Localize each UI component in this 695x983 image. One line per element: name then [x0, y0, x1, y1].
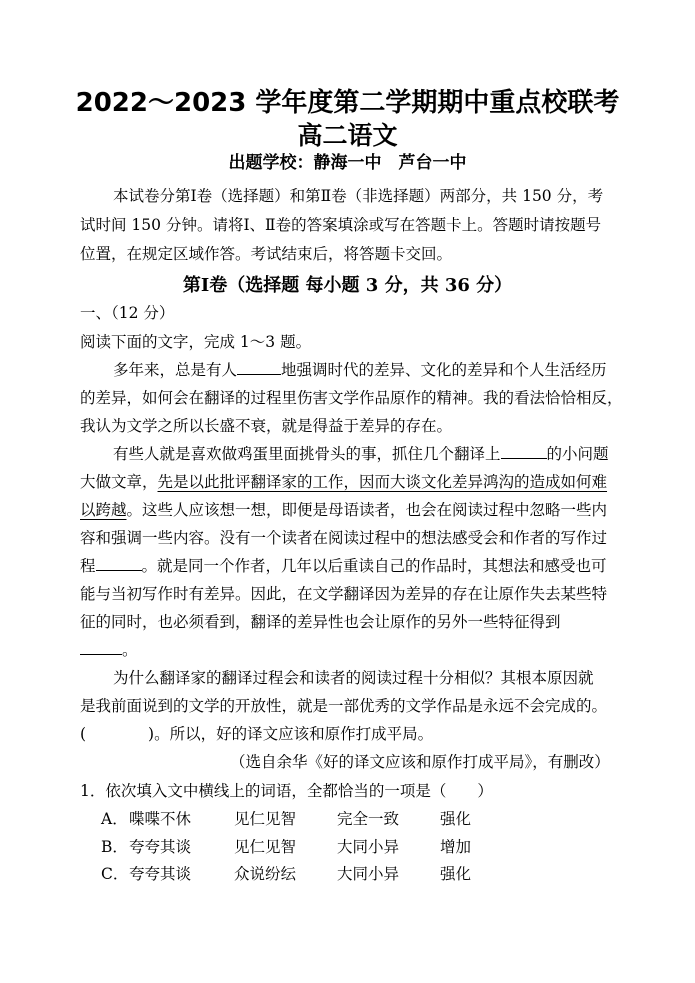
intro-line-2: 试时间 150 分钟。请将Ⅰ、Ⅱ卷的答案填涂或写在答题卡上。答题时请按题号 — [80, 216, 602, 234]
section-title: 第Ⅰ卷（选择题 每小题 3 分，共 36 分） — [182, 275, 513, 296]
option-letter: A． — [101, 810, 128, 828]
part-instruction: 阅读下面的文字，完成 1～3 题。 — [80, 333, 312, 351]
exam-title: 2022～2023 学年度第二学期期中重点校联考 — [75, 88, 620, 118]
passage-line: 征的同时，也必须看到，翻译的差异性也会让原作的另外一些特征得到 — [80, 613, 561, 631]
fill-blank-3 — [96, 556, 142, 571]
passage-line: 是我前面说到的文学的开放性，就是一部优秀的文学作品是永远不会完成的。 — [80, 697, 608, 715]
question-1-stem: 1．依次填入文中横线上的词语，全都恰当的一项是（ ） — [80, 782, 493, 800]
underlined-sentence: 先是以此批评翻译家的工作，因而大谈文化差异鸿沟的造成如何难 — [157, 473, 608, 491]
passage-line: 为什么翻译家的翻译过程会和读者的阅读过程十分相似？其根本原因就 — [113, 669, 594, 687]
passage-line: 程 。就是同一个作者，几年以后重读自己的作品时，其想法和感受也可 — [80, 557, 607, 575]
option-word: 强化 — [440, 865, 472, 883]
fill-blank-4 — [80, 640, 122, 655]
underlined-sentence-end: 以跨越 — [80, 501, 127, 519]
part-heading: 一、（12 分） — [80, 304, 175, 322]
option-word: 大同小异 — [337, 838, 400, 856]
intro-line-1: 本试卷分第Ⅰ卷（选择题）和第Ⅱ卷（非选择题）两部分，共 150 分，考 — [113, 187, 604, 205]
passage-line: 的差异，如何会在翻译的过程里伤害文学作品原作的精神。我的看法恰恰相反， — [80, 389, 623, 407]
source-citation: （选自余华《好的译文应该和原作打成平局》，有删改） — [230, 753, 610, 771]
option-word: 见仁见智 — [234, 810, 297, 828]
subject-title: 高二语文 — [297, 121, 398, 150]
passage-line: 多年来，总是有人 地强调时代的差异、文化的差异和个人生活经历 — [113, 361, 607, 379]
option-word: 夸夸其谈 — [129, 865, 192, 883]
passage-line: 有些人就是喜欢做鸡蛋里面挑骨头的事，抓住几个翻译上 的小问题 — [113, 445, 609, 463]
option-letter: C． — [101, 865, 129, 883]
option-word: 增加 — [440, 838, 472, 856]
option-word: 喋喋不休 — [129, 810, 192, 828]
option-word: 夸夸其谈 — [129, 838, 192, 856]
fill-blank-2 — [501, 444, 547, 459]
passage-line: 我认为文学之所以长盛不衰，就是得益于差异的存在。 — [80, 417, 453, 435]
passage-line: 能与当初写作时有差异。因此，在文学翻译因为差异的存在让原作失去某些特 — [80, 585, 608, 603]
option-word: 众说纷纭 — [234, 865, 297, 883]
passage-line: 容和强调一些内容。没有一个读者在阅读过程中的想法感受会和作者的写作过 — [80, 529, 608, 547]
passage-line: 大做文章，先是以此批评翻译家的工作，因而大谈文化差异鸿沟的造成如何难 — [80, 473, 608, 491]
passage-line: 。 — [80, 638, 640, 660]
option-word: 强化 — [440, 810, 472, 828]
passage-line: ( )。所以，好的译文应该和原作打成平局。 — [80, 725, 434, 743]
option-word: 完全一致 — [337, 810, 400, 828]
schools-line: 出题学校：静海一中 芦台一中 — [228, 153, 467, 173]
passage-line: 以跨越。这些人应该想一想，即便是母语读者，也会在阅读过程中忽略一些内 — [80, 501, 608, 519]
fill-blank-1 — [237, 360, 281, 375]
intro-line-3: 位置，在规定区域作答。考试结束后，将答题卡交回。 — [80, 245, 453, 263]
option-word: 见仁见智 — [234, 838, 297, 856]
option-word: 大同小异 — [337, 865, 400, 883]
option-letter: B． — [101, 838, 128, 856]
